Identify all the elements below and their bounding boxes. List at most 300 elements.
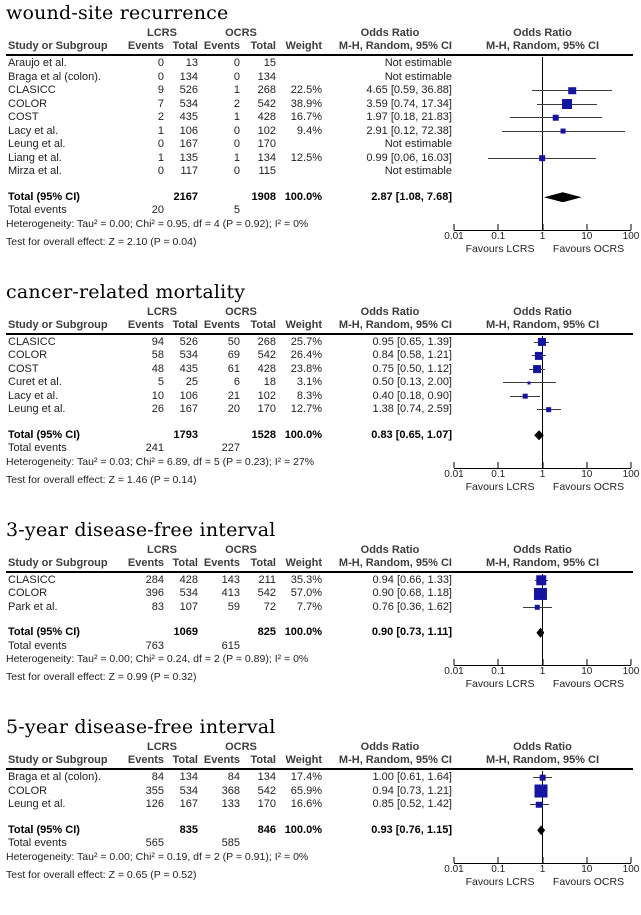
weight-cell: 9.4% xyxy=(296,124,322,137)
weight-cell xyxy=(280,71,326,85)
method-col-header: M-H, Random, 95% CI xyxy=(485,754,600,766)
total-events-row xyxy=(6,837,633,851)
odds-ratio-header: Odds Ratio xyxy=(360,741,420,753)
total-col-header: Total xyxy=(172,754,198,766)
plot-cell xyxy=(454,837,631,851)
total-cell: 1793 xyxy=(173,428,198,441)
events-col-header: Events xyxy=(127,556,164,569)
axis-tick-label: 10 xyxy=(581,230,593,242)
total-cell: 428 xyxy=(257,111,276,123)
total-cell: 846 xyxy=(257,823,276,836)
study-row xyxy=(6,125,633,139)
favours-ocrs-label: Favours OCRS xyxy=(552,242,625,255)
study-row xyxy=(6,574,633,588)
events-cell xyxy=(122,429,168,443)
total-cell xyxy=(244,640,280,654)
axis-tick-label: 0.1 xyxy=(491,863,506,875)
axis-tick-label: 100 xyxy=(622,230,640,242)
log-axis xyxy=(444,653,640,690)
pooled-diamond xyxy=(544,192,582,202)
weight-cell: 23.8% xyxy=(290,362,322,375)
study-name-cell: Leung et al. xyxy=(8,403,66,415)
effect-square xyxy=(552,114,559,121)
plot-cell xyxy=(454,111,631,125)
plot-cell xyxy=(454,626,631,640)
events-cell: 143 xyxy=(221,573,240,586)
events-cell xyxy=(202,626,244,640)
weight-cell: 100.0% xyxy=(284,190,322,203)
effect-square xyxy=(568,87,576,95)
method-col-header: M-H, Random, 95% CI xyxy=(485,318,600,331)
events-cell: 396 xyxy=(145,587,164,599)
events-cell xyxy=(122,626,168,640)
total-label-cell: Total (95% CI) xyxy=(8,626,80,638)
axis-tick-label: 0.01 xyxy=(444,230,464,242)
favours-ocrs-label: Favours OCRS xyxy=(552,480,625,493)
total-events-row xyxy=(6,442,633,456)
or-ci-cell: Not estimable xyxy=(384,138,452,150)
axis-tick xyxy=(498,224,499,230)
axis-baseline xyxy=(454,462,631,469)
axis-tick xyxy=(542,462,543,468)
effect-square xyxy=(536,801,543,808)
study-name-cell: Leung et al. xyxy=(8,798,66,810)
total-events-label: Total events xyxy=(8,204,67,216)
plot-cell xyxy=(454,349,631,363)
header-rule xyxy=(6,54,633,56)
study-name-cell: COST xyxy=(8,111,39,123)
favours-labels xyxy=(454,242,631,254)
odds-ratio-header: Odds Ratio xyxy=(513,305,572,318)
axis-tick xyxy=(542,224,543,230)
events-cell: 10 xyxy=(151,389,164,402)
events-cell: 0 xyxy=(233,70,240,83)
group1-header: LCRS xyxy=(147,741,177,753)
method-col-header: M-H, Random, 95% CI xyxy=(338,318,452,331)
axis-tick-labels xyxy=(444,666,640,677)
group1-header: LCRS xyxy=(147,305,177,318)
forest-header-row-2 xyxy=(6,40,633,53)
events-cell: 0 xyxy=(233,165,240,177)
total-cell: 428 xyxy=(179,573,198,586)
forest-header-row-1 xyxy=(6,306,633,319)
study-name-cell: CLASICC xyxy=(8,335,56,348)
events-cell: 20 xyxy=(151,204,164,216)
panel-title: 5-year disease-free interval xyxy=(6,716,276,738)
axis-tick xyxy=(454,857,455,863)
or-ci-cell xyxy=(326,442,454,456)
axis-tick xyxy=(586,659,587,665)
favours-lcrs-label: Favours LCRS xyxy=(465,875,535,888)
axis-tick-label: 1 xyxy=(539,468,546,480)
events-cell: 585 xyxy=(221,837,240,849)
plot-cell xyxy=(454,125,631,139)
or-ci-cell: 0.95 [0.65, 1.39] xyxy=(372,335,452,348)
events-cell: 21 xyxy=(227,389,240,402)
forest-panel xyxy=(6,518,640,690)
weight-cell: 8.3% xyxy=(296,389,322,402)
events-cell: 241 xyxy=(145,442,164,454)
study-row xyxy=(6,152,633,166)
method-col-header: M-H, Random, 95% CI xyxy=(485,556,600,569)
total-row xyxy=(6,429,633,443)
total-label-cell: Total (95% CI) xyxy=(8,190,80,203)
total-cell: 211 xyxy=(258,573,276,586)
forest-header-row-1 xyxy=(6,27,633,40)
total-cell: 268 xyxy=(257,84,276,96)
axis-tick xyxy=(542,659,543,665)
events-cell: 26 xyxy=(151,403,164,415)
axis-tick-label: 1 xyxy=(539,863,546,875)
odds-ratio-header: Odds Ratio xyxy=(360,27,420,39)
favours-labels xyxy=(454,875,631,887)
total-col-header: Total xyxy=(172,318,198,331)
axis-tick-label: 10 xyxy=(581,666,593,677)
events-col-header: Events xyxy=(203,40,240,52)
axis-tick xyxy=(498,857,499,863)
total-events-label: Total events xyxy=(8,639,67,652)
or-ci-cell: Not estimable xyxy=(384,57,452,69)
study-col-header: Study or Subgroup xyxy=(8,556,108,569)
plot-cell xyxy=(454,363,631,377)
events-cell: 0 xyxy=(157,57,164,69)
plot-cell xyxy=(454,771,631,785)
total-row xyxy=(6,626,633,640)
events-col-header: Events xyxy=(127,754,164,766)
total-cell: 15 xyxy=(263,57,276,69)
total-cell: 1908 xyxy=(251,190,276,203)
total-cell: 534 xyxy=(179,784,198,797)
events-cell xyxy=(122,191,168,205)
total-row xyxy=(6,191,633,205)
events-cell: 0 xyxy=(157,165,164,177)
study-name-cell: COLOR xyxy=(8,349,48,361)
plot-cell xyxy=(454,71,631,85)
events-cell: 227 xyxy=(221,442,240,454)
plot-cell xyxy=(454,574,631,588)
total-col-header: Total xyxy=(172,40,198,52)
plot-cell xyxy=(454,798,631,812)
total-cell: 167 xyxy=(179,138,198,150)
or-ci-cell: 1.97 [0.18, 21.83] xyxy=(366,111,452,123)
overall-effect-note: Test for overall effect: Z = 0.99 (P = 0.32) xyxy=(6,671,197,683)
plot-cell xyxy=(454,84,631,98)
overall-effect-note: Test for overall effect: Z = 2.10 (P = 0.04) xyxy=(6,235,197,248)
axis-tick-label: 100 xyxy=(622,666,640,677)
events-col-header: Events xyxy=(203,754,240,766)
plot-cell xyxy=(454,191,631,205)
group1-header: LCRS xyxy=(147,543,177,556)
events-cell xyxy=(202,429,244,443)
total-cell: 428 xyxy=(257,362,276,375)
events-cell: 368 xyxy=(221,784,240,797)
total-cell: 106 xyxy=(179,389,198,402)
study-name-cell: CLASICC xyxy=(8,573,56,586)
study-name-cell: COLOR xyxy=(8,784,48,797)
weight-cell xyxy=(280,165,326,179)
plot-cell xyxy=(454,138,631,152)
total-cell: 542 xyxy=(257,587,276,599)
study-row xyxy=(6,57,633,71)
or-ci-cell: 0.40 [0.18, 0.90] xyxy=(372,389,452,402)
weight-cell xyxy=(280,138,326,152)
study-name-cell: COLOR xyxy=(8,97,48,110)
total-cell: 534 xyxy=(179,587,198,599)
axis-tick xyxy=(631,224,632,230)
total-cell: 72 xyxy=(263,600,276,613)
events-cell: 84 xyxy=(227,771,240,783)
or-ci-cell: 4.65 [0.59, 36.88] xyxy=(366,84,452,96)
events-cell: 6 xyxy=(233,376,240,388)
forest-header-row-1 xyxy=(6,544,633,557)
axis-tick xyxy=(454,462,455,468)
total-cell: 106 xyxy=(179,124,198,137)
weight-cell xyxy=(280,204,326,218)
forest-header-row-2 xyxy=(6,557,633,570)
events-cell: 69 xyxy=(227,349,240,361)
total-cell: 134 xyxy=(257,151,276,164)
weight-cell: 100.0% xyxy=(284,626,322,638)
axis-tick-labels xyxy=(444,230,640,242)
axis-tick-label: 1 xyxy=(539,230,546,242)
axis-tick-label: 10 xyxy=(581,863,593,875)
effect-square xyxy=(534,588,546,600)
study-name-cell: Braga et al (colon). xyxy=(8,70,101,83)
events-cell: 284 xyxy=(145,573,164,586)
forest-panel xyxy=(6,280,640,493)
favours-lcrs-label: Favours LCRS xyxy=(465,242,535,255)
axis-tick xyxy=(454,659,455,665)
total-cell xyxy=(168,204,202,218)
events-cell: 126 xyxy=(145,798,164,810)
axis-tick-label: 100 xyxy=(622,863,640,875)
plot-cell xyxy=(454,152,631,166)
favours-labels xyxy=(454,677,631,689)
plot-cell xyxy=(454,403,631,417)
study-name-cell: Park et al. xyxy=(8,600,58,613)
favours-ocrs-label: Favours OCRS xyxy=(552,875,625,888)
events-cell: 9 xyxy=(157,84,164,96)
heterogeneity-note: Heterogeneity: Tau² = 0.00; Chi² = 0.24, df = 2 (P = 0.89); I² = 0% xyxy=(6,653,309,665)
total-cell xyxy=(244,837,280,851)
or-ci-cell: 0.90 [0.73, 1.11] xyxy=(371,626,452,638)
events-col-header: Events xyxy=(203,556,240,569)
weight-col-header: Weight xyxy=(285,754,322,766)
total-cell: 542 xyxy=(257,784,276,797)
effect-square xyxy=(528,381,531,384)
axis-tick xyxy=(586,224,587,230)
or-ci-cell xyxy=(326,204,454,218)
events-cell: 355 xyxy=(145,784,164,797)
odds-ratio-header: Odds Ratio xyxy=(513,741,572,753)
header-rule xyxy=(6,333,633,335)
total-col-header: Total xyxy=(250,40,276,52)
weight-cell: 35.3% xyxy=(290,573,322,586)
plot-cell xyxy=(454,640,631,654)
or-ci-cell: 0.94 [0.66, 1.33] xyxy=(372,573,452,586)
events-cell: 50 xyxy=(227,335,240,348)
events-cell: 48 xyxy=(151,362,164,375)
effect-square xyxy=(539,774,546,781)
study-row xyxy=(6,71,633,85)
study-row xyxy=(6,403,633,417)
events-col-header: Events xyxy=(203,318,240,331)
log-axis xyxy=(444,851,640,888)
panel-title: cancer-related mortality xyxy=(6,280,246,303)
events-cell: 1 xyxy=(233,111,240,123)
total-cell: 167 xyxy=(179,798,198,810)
effect-square xyxy=(535,605,539,609)
total-events-label: Total events xyxy=(8,442,67,454)
events-cell: 61 xyxy=(227,362,240,375)
plot-cell xyxy=(454,785,631,799)
events-col-header: Events xyxy=(127,40,164,52)
axis-tick xyxy=(631,857,632,863)
events-cell: 1 xyxy=(157,151,164,164)
plot-cell xyxy=(454,390,631,404)
weight-col-header: Weight xyxy=(285,40,322,52)
total-cell: 102 xyxy=(257,124,276,137)
total-cell: 1069 xyxy=(173,626,198,638)
or-ci-cell: 0.93 [0.76, 1.15] xyxy=(371,823,452,836)
study-name-cell: CLASICC xyxy=(8,84,56,96)
effect-square xyxy=(562,99,572,109)
plot-cell xyxy=(454,376,631,390)
weight-cell: 25.7% xyxy=(290,335,322,348)
total-cell: 134 xyxy=(179,771,198,783)
axis-tick-label: 10 xyxy=(581,468,593,480)
study-name-cell: Lacy et al. xyxy=(8,389,59,402)
total-events-label: Total events xyxy=(8,837,67,849)
plot-cell xyxy=(454,812,631,824)
weight-cell xyxy=(280,640,326,654)
plot-cell xyxy=(454,336,631,350)
axis-baseline xyxy=(454,224,631,231)
total-cell: 107 xyxy=(179,600,198,613)
total-cell: 170 xyxy=(257,403,276,415)
weight-cell: 16.6% xyxy=(290,798,322,810)
or-ci-cell: 0.76 [0.36, 1.62] xyxy=(372,600,452,613)
axis-tick-label: 0.01 xyxy=(444,666,464,677)
study-row xyxy=(6,363,633,377)
pooled-diamond xyxy=(534,430,544,440)
effect-square xyxy=(546,407,552,413)
events-cell: 413 xyxy=(221,587,240,599)
or-ci-cell xyxy=(326,837,454,851)
total-cell: 534 xyxy=(179,349,198,361)
events-cell: 59 xyxy=(227,600,240,613)
favours-labels xyxy=(454,480,631,492)
or-ci-cell: 2.91 [0.12, 72.38] xyxy=(366,124,452,137)
total-cell: 134 xyxy=(179,70,198,83)
method-col-header: M-H, Random, 95% CI xyxy=(338,556,452,569)
axis-tick-label: 0.1 xyxy=(491,666,506,677)
weight-col-header: Weight xyxy=(285,556,322,569)
plot-cell xyxy=(454,179,631,191)
total-col-header: Total xyxy=(250,754,276,766)
total-cell: 117 xyxy=(180,165,198,177)
study-row xyxy=(6,138,633,152)
study-name-cell: Lacy et al. xyxy=(8,124,59,137)
events-cell: 84 xyxy=(151,771,164,783)
group2-header: OCRS xyxy=(225,543,257,556)
log-axis xyxy=(444,456,640,493)
effect-square xyxy=(539,155,545,161)
odds-ratio-header: Odds Ratio xyxy=(513,27,572,39)
study-row xyxy=(6,84,633,98)
heterogeneity-note: Heterogeneity: Tau² = 0.00; Chi² = 0.95, df = 4 (P = 0.92); I² = 0% xyxy=(6,217,309,230)
total-cell: 167 xyxy=(179,403,198,415)
total-cell: 534 xyxy=(179,97,198,110)
total-cell: 542 xyxy=(257,97,276,110)
effect-square xyxy=(561,129,566,134)
weight-cell xyxy=(280,57,326,71)
total-cell xyxy=(168,837,202,851)
weight-cell: 12.5% xyxy=(290,151,322,164)
total-cell: 268 xyxy=(257,335,276,348)
plot-cell xyxy=(454,98,631,112)
pooled-diamond xyxy=(537,825,545,835)
study-name-cell: Liang et al. xyxy=(8,151,62,164)
or-ci-cell: 0.84 [0.58, 1.21] xyxy=(372,349,452,361)
panel-footer xyxy=(6,217,640,255)
total-events-row xyxy=(6,204,633,218)
panel-title: wound-site recurrence xyxy=(6,2,229,24)
effect-square xyxy=(533,365,541,373)
heterogeneity-note: Heterogeneity: Tau² = 0.00; Chi² = 0.19, df = 2 (P = 0.91); I² = 0% xyxy=(6,850,309,863)
effect-square xyxy=(523,394,528,399)
forest-panel xyxy=(6,716,640,888)
study-row xyxy=(6,390,633,404)
total-cell xyxy=(244,442,280,456)
events-cell: 58 xyxy=(151,349,164,361)
axis-tick xyxy=(498,462,499,468)
weight-col-header: Weight xyxy=(285,318,322,331)
overall-effect-note: Test for overall effect: Z = 1.46 (P = 0.14) xyxy=(6,473,197,486)
axis-tick-label: 0.01 xyxy=(444,863,464,875)
plot-cell xyxy=(454,165,631,179)
study-name-cell: COLOR xyxy=(8,587,48,599)
header-rule xyxy=(6,571,633,573)
or-ci-cell: 0.83 [0.65, 1.07] xyxy=(371,428,452,441)
weight-cell xyxy=(280,442,326,456)
method-col-header: M-H, Random, 95% CI xyxy=(338,40,452,52)
spacer-row xyxy=(6,417,633,429)
total-cell: 825 xyxy=(257,626,276,638)
events-cell: 615 xyxy=(221,639,240,652)
events-cell xyxy=(202,191,244,205)
axis-tick-label: 100 xyxy=(622,468,640,480)
forest-header-row-1 xyxy=(6,741,633,754)
axis-tick-label: 0.01 xyxy=(444,468,464,480)
or-ci-cell: 2.87 [1.08, 7.68] xyxy=(371,190,452,203)
weight-cell xyxy=(280,837,326,851)
axis-tick xyxy=(454,224,455,230)
events-cell: 5 xyxy=(233,204,240,216)
events-cell: 133 xyxy=(221,798,240,810)
events-cell: 94 xyxy=(151,335,164,348)
forest-panel xyxy=(6,2,640,255)
plot-cell xyxy=(454,429,631,443)
axis-tick xyxy=(542,857,543,863)
total-label-cell: Total (95% CI) xyxy=(8,428,80,441)
panel-footer xyxy=(6,653,640,690)
total-row xyxy=(6,824,633,838)
group2-header: OCRS xyxy=(225,741,257,753)
log-axis xyxy=(444,218,640,255)
or-ci-cell: 0.75 [0.50, 1.12] xyxy=(372,362,452,375)
weight-cell: 57.0% xyxy=(290,587,322,599)
